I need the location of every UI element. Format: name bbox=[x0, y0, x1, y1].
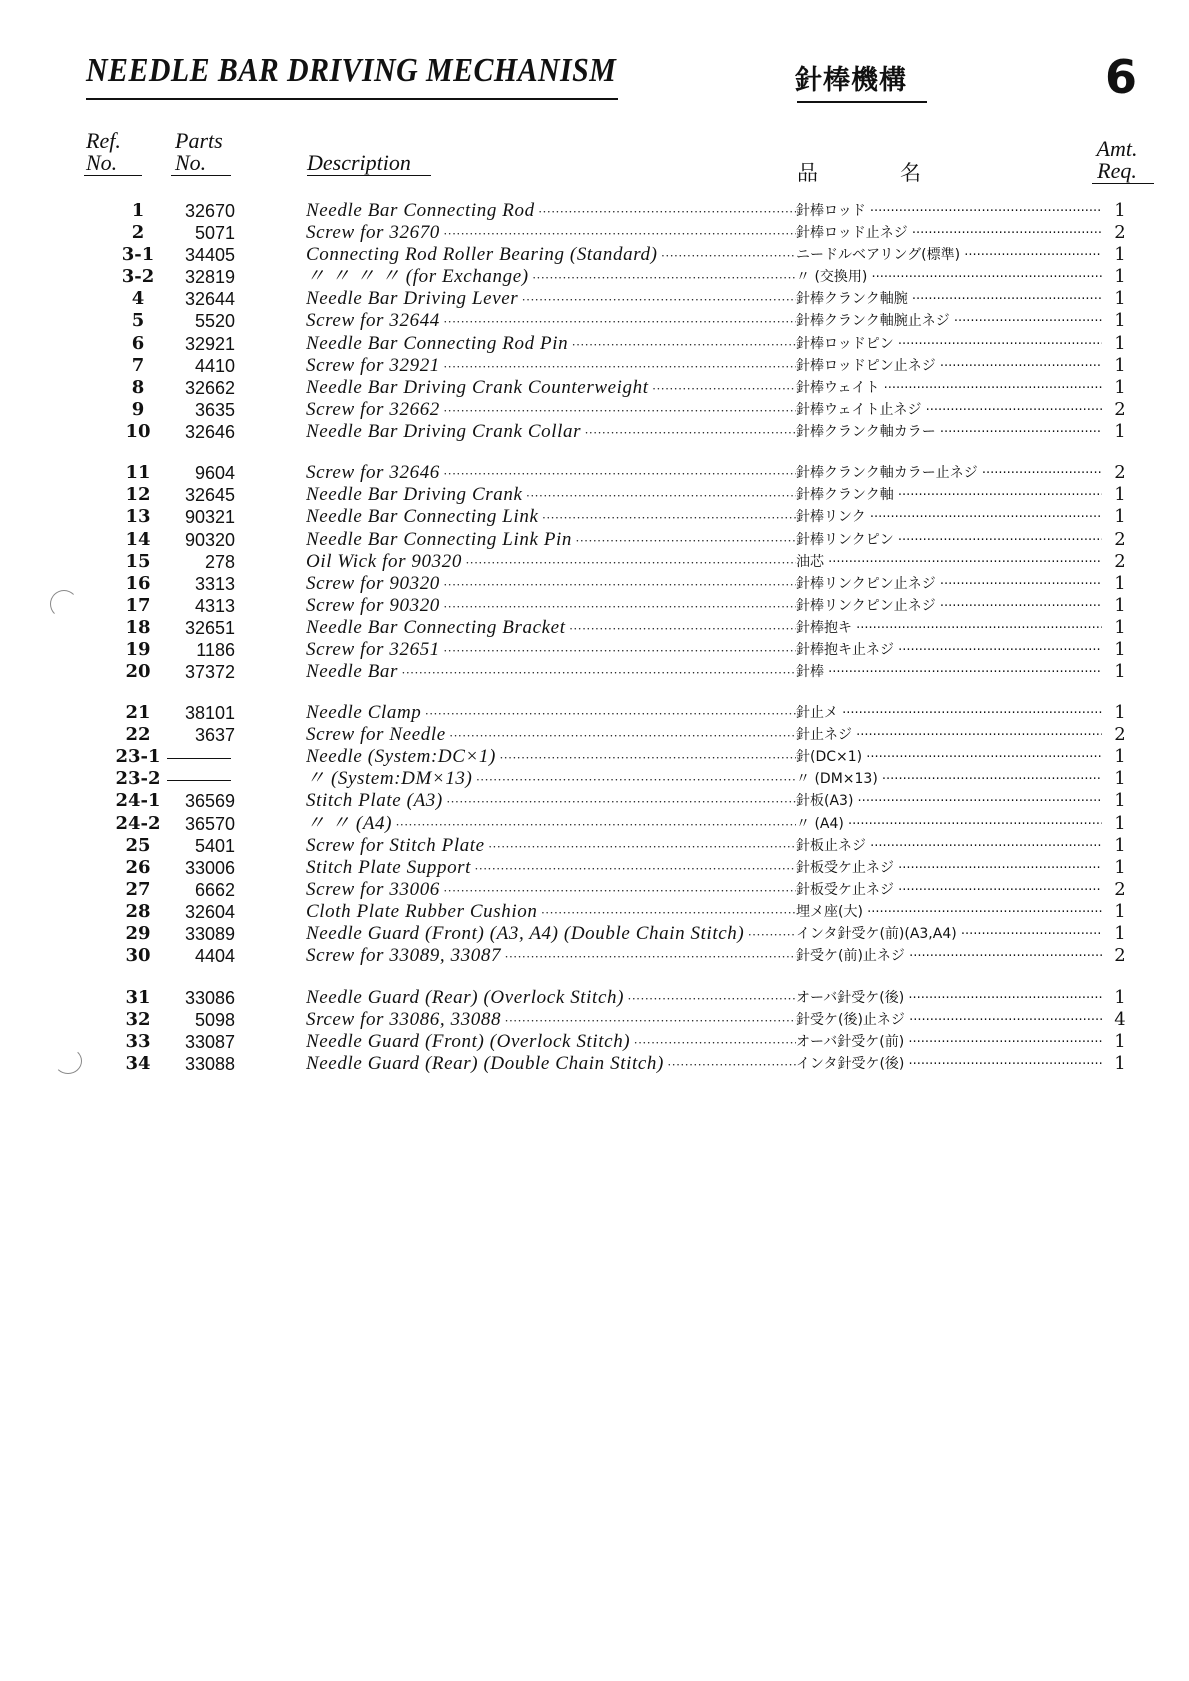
ref-number: 20 bbox=[125, 661, 151, 682]
page-title-japanese: 針棒機構 bbox=[795, 65, 907, 96]
parts-number: 33086 bbox=[184, 988, 235, 1008]
ref-number: 14 bbox=[125, 529, 151, 550]
amount-required: 1 bbox=[1114, 244, 1126, 265]
amount-required: 1 bbox=[1114, 266, 1126, 287]
table-row bbox=[0, 595, 1189, 617]
ref-number: 24-1 bbox=[115, 790, 161, 811]
japanese-name: 針棒ロッド止ネジ ····· bbox=[796, 222, 1102, 245]
ref-number: 21 bbox=[125, 702, 151, 723]
amount-required: 2 bbox=[1114, 551, 1126, 572]
parts-number: 3635 bbox=[194, 400, 235, 420]
japanese-name: 針棒ロッドピン ····· bbox=[796, 333, 1102, 356]
ref-header-bottom: No. bbox=[86, 150, 118, 175]
parts-number: 32644 bbox=[184, 289, 235, 309]
parts-number: 32604 bbox=[184, 902, 235, 922]
table-row bbox=[0, 945, 1189, 967]
table-row bbox=[0, 355, 1189, 377]
description: Needle Guard (Front) (A3, A4) (Double Chain Stitch) ····· bbox=[306, 923, 796, 946]
amount-required: 1 bbox=[1114, 1053, 1126, 1074]
table-row bbox=[0, 790, 1189, 812]
jp-name-header-2: 名 bbox=[900, 161, 921, 185]
description: Needle (System:DC×1) ····· bbox=[306, 746, 796, 769]
ref-number: 17 bbox=[125, 595, 151, 616]
ref-number: 25 bbox=[125, 835, 151, 856]
parts-number: 5401 bbox=[194, 836, 235, 856]
parts-number: 32646 bbox=[184, 422, 235, 442]
amount-required: 1 bbox=[1114, 857, 1126, 878]
table-row bbox=[0, 222, 1189, 244]
page-title: NEEDLE BAR DRIVING MECHANISM bbox=[86, 52, 617, 89]
amount-required: 1 bbox=[1114, 661, 1126, 682]
table-row bbox=[0, 1031, 1189, 1053]
description: Screw for 33089, 33087 ····· bbox=[306, 945, 796, 968]
japanese-name: 針止メ ····· bbox=[796, 702, 1102, 725]
ref-number: 27 bbox=[125, 879, 151, 900]
amt-header-top: Amt. bbox=[1096, 136, 1138, 161]
parts-number: 4313 bbox=[194, 596, 235, 616]
amount-required: 1 bbox=[1114, 506, 1126, 527]
description: Screw for 90320 ····· bbox=[306, 573, 796, 596]
table-row bbox=[0, 768, 1189, 790]
description: Stitch Plate Support ····· bbox=[306, 857, 796, 880]
japanese-name: 〃 (交換用) ····· bbox=[796, 266, 1102, 289]
table-row bbox=[0, 484, 1189, 506]
description: Screw for Needle ····· bbox=[306, 724, 796, 747]
ref-number: 34 bbox=[125, 1053, 151, 1074]
japanese-name: 針棒 ····· bbox=[796, 661, 1102, 684]
japanese-name: 針棒クランク軸 ····· bbox=[796, 484, 1102, 507]
japanese-name: 針棒クランク軸腕止ネジ ····· bbox=[796, 310, 1102, 333]
table-row bbox=[0, 702, 1189, 724]
description: Needle Bar Driving Crank ····· bbox=[306, 484, 796, 507]
description: Connecting Rod Roller Bearing (Standard) ····· bbox=[306, 244, 796, 267]
japanese-name: オーバ針受ケ(前) ····· bbox=[796, 1031, 1102, 1054]
table-row bbox=[0, 879, 1189, 901]
ref-number: 30 bbox=[125, 945, 151, 966]
japanese-name: 針板止ネジ ····· bbox=[796, 835, 1102, 858]
parts-number: 5071 bbox=[194, 223, 235, 243]
description: Screw for 32646 ····· bbox=[306, 462, 796, 485]
table-row bbox=[0, 1009, 1189, 1031]
japanese-name: 針棒抱キ止ネジ ····· bbox=[796, 639, 1102, 662]
amount-required: 2 bbox=[1114, 724, 1126, 745]
japanese-name: 針棒抱キ ····· bbox=[796, 617, 1102, 640]
parts-number: 3313 bbox=[194, 574, 235, 594]
parts-number: 32651 bbox=[184, 618, 235, 638]
description: Cloth Plate Rubber Cushion ····· bbox=[306, 901, 796, 924]
japanese-name: インタ針受ケ(前)(A3,A4) ····· bbox=[796, 923, 1102, 946]
table-row bbox=[0, 987, 1189, 1009]
japanese-name: 針(DC×1) ····· bbox=[796, 746, 1102, 769]
description: Screw for 32644 ····· bbox=[306, 310, 796, 333]
table-row bbox=[0, 639, 1189, 661]
parts-number: 32670 bbox=[184, 201, 235, 221]
amount-required: 1 bbox=[1114, 355, 1126, 376]
ref-number: 2 bbox=[131, 222, 145, 243]
amount-required: 1 bbox=[1114, 901, 1126, 922]
amt-header-bottom: Req. bbox=[1097, 158, 1137, 183]
parts-number: 90321 bbox=[184, 507, 235, 527]
japanese-name: 針棒ウェイト ····· bbox=[796, 377, 1102, 400]
amount-required: 1 bbox=[1114, 333, 1126, 354]
parts-number bbox=[167, 746, 237, 768]
description: Needle Bar Connecting Bracket ····· bbox=[306, 617, 796, 640]
amount-required: 4 bbox=[1114, 1009, 1126, 1030]
parts-number: 4404 bbox=[194, 946, 235, 966]
table-row bbox=[0, 266, 1189, 288]
amount-required: 1 bbox=[1114, 923, 1126, 944]
amount-required: 1 bbox=[1114, 484, 1126, 505]
japanese-name: 〃 (DM×13) ····· bbox=[796, 768, 1102, 791]
description: Srcew for 33086, 33088 ····· bbox=[306, 1009, 796, 1032]
amount-required: 2 bbox=[1114, 222, 1126, 243]
ref-number: 13 bbox=[125, 506, 151, 527]
amount-required: 1 bbox=[1114, 377, 1126, 398]
ref-number: 16 bbox=[125, 573, 151, 594]
ref-number: 22 bbox=[125, 724, 151, 745]
amount-required: 2 bbox=[1114, 945, 1126, 966]
parts-number: 34405 bbox=[184, 245, 235, 265]
ref-number: 26 bbox=[125, 857, 151, 878]
table-row bbox=[0, 835, 1189, 857]
parts-number: 36570 bbox=[184, 814, 235, 834]
japanese-name: 油芯 ····· bbox=[796, 551, 1102, 574]
parts-number: 5098 bbox=[194, 1010, 235, 1030]
table-row bbox=[0, 506, 1189, 528]
page-number: 6 bbox=[1105, 50, 1138, 104]
ref-number: 6 bbox=[131, 333, 145, 354]
ref-number: 4 bbox=[131, 288, 145, 309]
description: Needle Bar Driving Crank Collar ····· bbox=[306, 421, 796, 444]
description-header-label: Description bbox=[307, 150, 411, 175]
ref-number: 28 bbox=[125, 901, 151, 922]
description: Screw for Stitch Plate ····· bbox=[306, 835, 796, 858]
japanese-name: オーバ針受ケ(後) ····· bbox=[796, 987, 1102, 1010]
description: Screw for 32670 ····· bbox=[306, 222, 796, 245]
ref-number: 15 bbox=[125, 551, 151, 572]
parts-number: 33089 bbox=[184, 924, 235, 944]
ref-number: 31 bbox=[125, 987, 151, 1008]
amount-required: 1 bbox=[1114, 288, 1126, 309]
parts-number: 32921 bbox=[184, 334, 235, 354]
japanese-name: 針止ネジ ····· bbox=[796, 724, 1102, 747]
table-row bbox=[0, 617, 1189, 639]
description: Needle Bar Driving Lever ····· bbox=[306, 288, 796, 311]
table-row bbox=[0, 724, 1189, 746]
description: Needle Bar ····· bbox=[306, 661, 796, 684]
parts-number: 5520 bbox=[194, 311, 235, 331]
amount-required: 2 bbox=[1114, 462, 1126, 483]
parts-number: 6662 bbox=[194, 880, 235, 900]
description: Needle Guard (Rear) (Double Chain Stitch) ····· bbox=[306, 1053, 796, 1076]
japanese-name: 針棒リンク ····· bbox=[796, 506, 1102, 529]
ref-number: 9 bbox=[131, 399, 145, 420]
description: Oil Wick for 90320 ····· bbox=[306, 551, 796, 574]
amount-required: 1 bbox=[1114, 835, 1126, 856]
japanese-name: 針棒リンクピン止ネジ ····· bbox=[796, 595, 1102, 618]
description: Needle Bar Connecting Link Pin ····· bbox=[306, 529, 796, 552]
table-row bbox=[0, 399, 1189, 421]
ref-number: 23-1 bbox=[115, 746, 161, 767]
amount-required: 1 bbox=[1114, 200, 1126, 221]
table-row bbox=[0, 573, 1189, 595]
ref-header-top: Ref. bbox=[86, 128, 121, 153]
amount-required: 1 bbox=[1114, 768, 1126, 789]
table-row bbox=[0, 661, 1189, 683]
parts-number: 38101 bbox=[184, 703, 235, 723]
table-row bbox=[0, 857, 1189, 879]
table-row bbox=[0, 421, 1189, 443]
table-row bbox=[0, 310, 1189, 332]
ref-number: 1 bbox=[131, 200, 145, 221]
parts-number: 32662 bbox=[184, 378, 235, 398]
description: Needle Guard (Rear) (Overlock Stitch) ····· bbox=[306, 987, 796, 1010]
table-row bbox=[0, 813, 1189, 835]
parts-number bbox=[167, 768, 237, 790]
parts-number: 9604 bbox=[194, 463, 235, 483]
parts-number: 278 bbox=[204, 552, 235, 572]
japanese-name: 針受ケ(前)止ネジ ····· bbox=[796, 945, 1102, 968]
amount-required: 2 bbox=[1114, 399, 1126, 420]
parts-number: 90320 bbox=[184, 530, 235, 550]
ref-number: 24-2 bbox=[115, 813, 161, 834]
ref-number: 3-2 bbox=[121, 266, 155, 287]
parts-number: 3637 bbox=[194, 725, 235, 745]
description: Screw for 33006 ····· bbox=[306, 879, 796, 902]
description: Screw for 90320 ····· bbox=[306, 595, 796, 618]
description: 〃 (System:DM×13) ····· bbox=[306, 768, 796, 791]
description: 〃 〃 〃 〃 (for Exchange) ····· bbox=[306, 266, 796, 289]
amount-required: 1 bbox=[1114, 573, 1126, 594]
ref-number: 10 bbox=[125, 421, 151, 442]
amount-required: 1 bbox=[1114, 1031, 1126, 1052]
description: Screw for 32651 ····· bbox=[306, 639, 796, 662]
parts-header-top: Parts bbox=[175, 128, 223, 153]
japanese-name: 針棒ロッド ····· bbox=[796, 200, 1102, 223]
table-row bbox=[0, 377, 1189, 399]
japanese-name: 針棒クランク軸カラー止ネジ ····· bbox=[796, 462, 1102, 485]
table-row bbox=[0, 462, 1189, 484]
table-row bbox=[0, 1053, 1189, 1075]
table-row bbox=[0, 746, 1189, 768]
description: Needle Bar Connecting Rod Pin ····· bbox=[306, 333, 796, 356]
ref-number: 7 bbox=[131, 355, 145, 376]
amount-required: 1 bbox=[1114, 595, 1126, 616]
japanese-name: 針受ケ(後)止ネジ ····· bbox=[796, 1009, 1102, 1032]
table-row bbox=[0, 901, 1189, 923]
japanese-name: 針棒リンクピン止ネジ ····· bbox=[796, 573, 1102, 596]
table-row bbox=[0, 529, 1189, 551]
ref-number: 12 bbox=[125, 484, 151, 505]
japanese-name: 針棒クランク軸腕 ····· bbox=[796, 288, 1102, 311]
amount-required: 1 bbox=[1114, 987, 1126, 1008]
jp-name-header-1: 品 bbox=[797, 161, 818, 185]
japanese-name: 針棒クランク軸カラー ····· bbox=[796, 421, 1102, 444]
parts-number: 32819 bbox=[184, 267, 235, 287]
amount-required: 1 bbox=[1114, 310, 1126, 331]
description: Screw for 32921 ····· bbox=[306, 355, 796, 378]
description: Screw for 32662 ····· bbox=[306, 399, 796, 422]
table-row bbox=[0, 200, 1189, 222]
ref-number: 19 bbox=[125, 639, 151, 660]
ref-number: 29 bbox=[125, 923, 151, 944]
parts-number: 33088 bbox=[184, 1054, 235, 1074]
parts-number: 32645 bbox=[184, 485, 235, 505]
ref-number: 11 bbox=[125, 462, 151, 483]
parts-number: 1186 bbox=[196, 640, 235, 660]
ref-number: 33 bbox=[125, 1031, 151, 1052]
ref-number: 3-1 bbox=[121, 244, 155, 265]
japanese-name: 針板受ケ止ネジ ····· bbox=[796, 857, 1102, 880]
japanese-name: 埋メ座(大) ····· bbox=[796, 901, 1102, 924]
amount-required: 1 bbox=[1114, 639, 1126, 660]
description: Needle Bar Driving Crank Counterweight ····· bbox=[306, 377, 796, 400]
amount-required: 1 bbox=[1114, 746, 1126, 767]
description: Stitch Plate (A3) ····· bbox=[306, 790, 796, 813]
amount-required: 1 bbox=[1114, 790, 1126, 811]
ref-number: 8 bbox=[131, 377, 145, 398]
parts-number: 33006 bbox=[184, 858, 235, 878]
parts-header-bottom: No. bbox=[175, 150, 207, 175]
japanese-name: インタ針受ケ(後) ····· bbox=[796, 1053, 1102, 1076]
description: Needle Bar Connecting Rod ····· bbox=[306, 200, 796, 223]
ref-number: 18 bbox=[125, 617, 151, 638]
table-row bbox=[0, 288, 1189, 310]
table-row bbox=[0, 551, 1189, 573]
description: Needle Guard (Front) (Overlock Stitch) ····· bbox=[306, 1031, 796, 1054]
parts-number: 4410 bbox=[194, 356, 235, 376]
amount-required: 2 bbox=[1114, 879, 1126, 900]
table-row bbox=[0, 244, 1189, 266]
ref-number: 32 bbox=[125, 1009, 151, 1030]
japanese-name: ニードルベアリング(標準) ····· bbox=[796, 244, 1102, 267]
description: Needle Bar Connecting Link ····· bbox=[306, 506, 796, 529]
amount-required: 2 bbox=[1114, 529, 1126, 550]
amount-required: 1 bbox=[1114, 617, 1126, 638]
table-row bbox=[0, 333, 1189, 355]
parts-number: 33087 bbox=[184, 1032, 235, 1052]
table-row bbox=[0, 923, 1189, 945]
description: Needle Clamp ····· bbox=[306, 702, 796, 725]
japanese-name: 〃 (A4) ····· bbox=[796, 813, 1102, 836]
amount-required: 1 bbox=[1114, 813, 1126, 834]
japanese-name: 針棒ロッドピン止ネジ ····· bbox=[796, 355, 1102, 378]
description: 〃 〃 (A4) ····· bbox=[306, 813, 796, 836]
japanese-name: 針棒ウェイト止ネジ ····· bbox=[796, 399, 1102, 422]
ref-number: 23-2 bbox=[115, 768, 161, 789]
japanese-name: 針板受ケ止ネジ ····· bbox=[796, 879, 1102, 902]
japanese-name: 針棒リンクピン ····· bbox=[796, 529, 1102, 552]
amount-required: 1 bbox=[1114, 702, 1126, 723]
ref-number: 5 bbox=[131, 310, 145, 331]
parts-number: 36569 bbox=[184, 791, 235, 811]
japanese-name: 針板(A3) ····· bbox=[796, 790, 1102, 813]
amount-required: 1 bbox=[1114, 421, 1126, 442]
parts-number: 37372 bbox=[184, 662, 235, 682]
